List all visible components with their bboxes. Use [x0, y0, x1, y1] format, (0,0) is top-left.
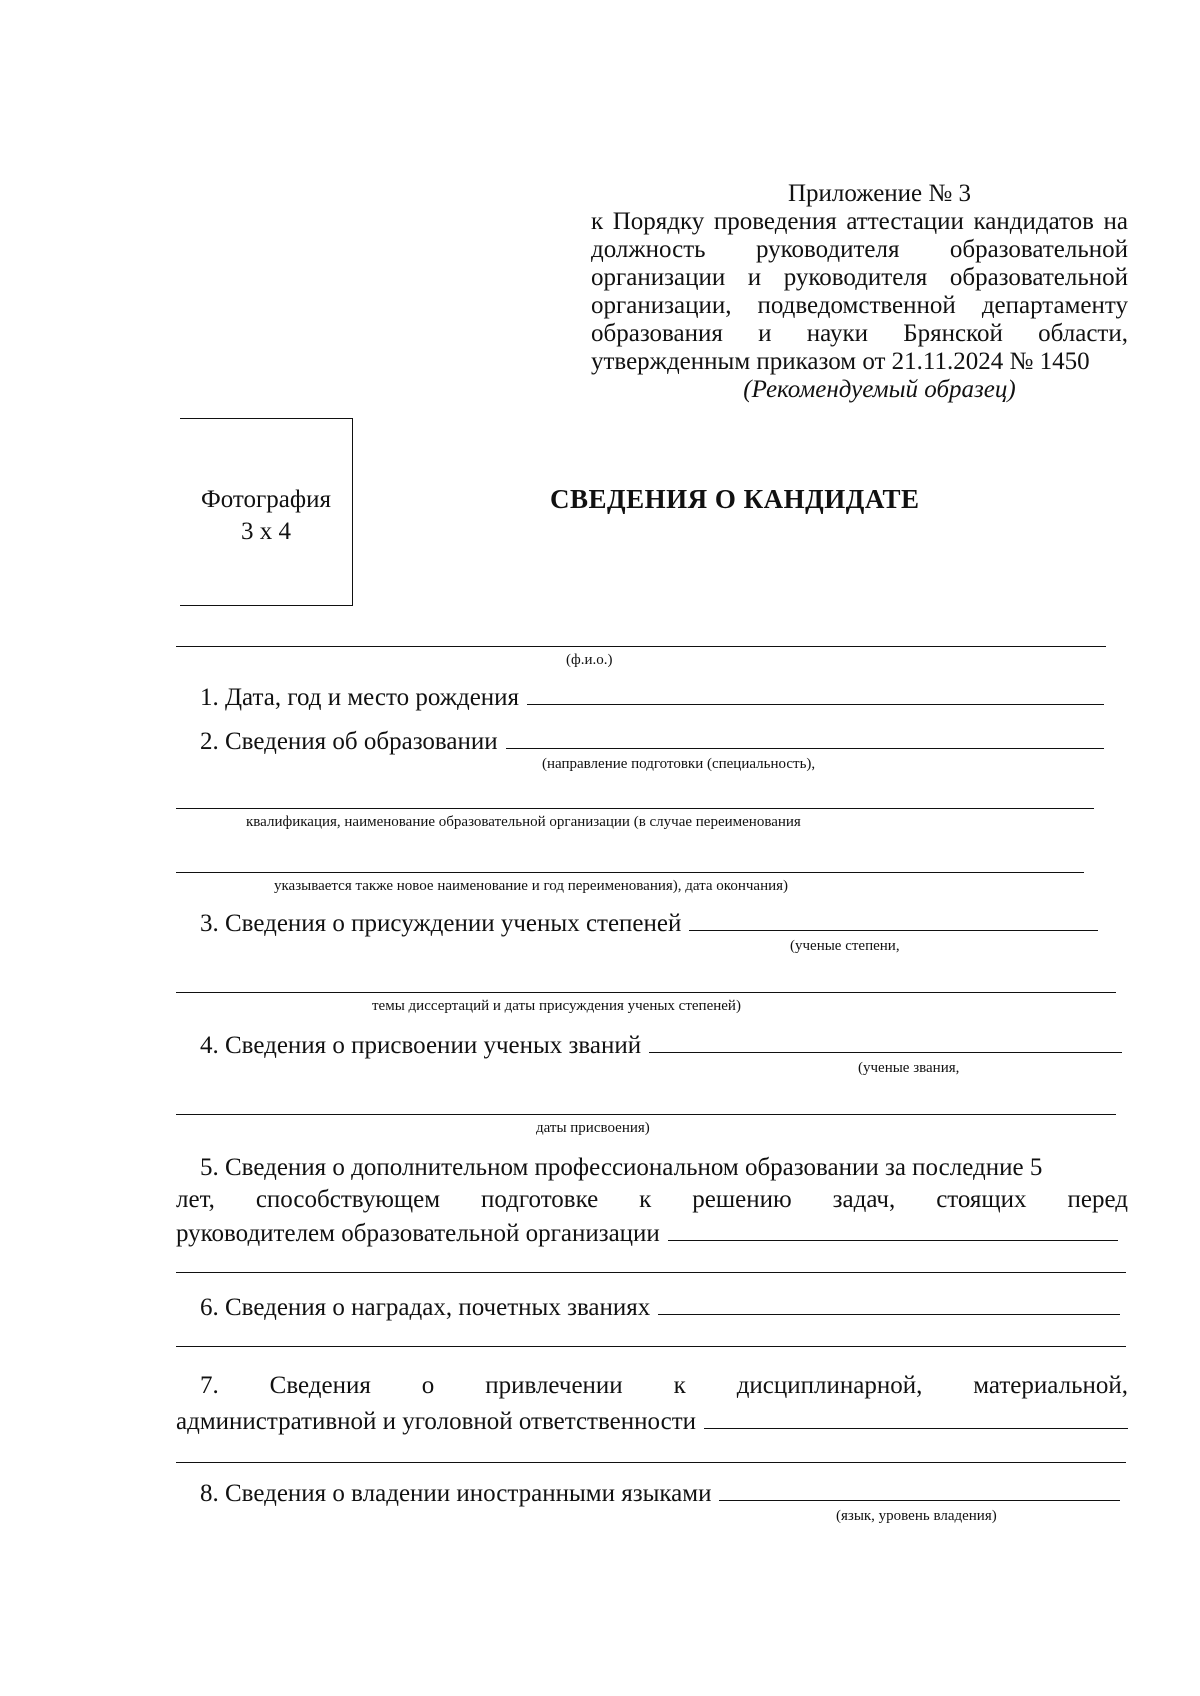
item-awards-label: 6. Сведения о наградах, почетных званиях: [200, 1294, 651, 1321]
item-degrees-label: 3. Сведения о присуждении ученых степеней: [200, 910, 682, 937]
i5-word: перед: [1067, 1186, 1128, 1213]
document-title: СВЕДЕНИЯ О КАНДИДАТЕ: [550, 484, 920, 514]
header-word: подведомственной: [757, 292, 956, 319]
additional-education-field-line-2[interactable]: [176, 1272, 1126, 1273]
item-languages-label: 8. Сведения о владении иностранными языками: [200, 1480, 712, 1507]
header-word: образовательной: [949, 264, 1128, 291]
header-word: организации: [591, 264, 726, 291]
appendix-number: Приложение № 3: [787, 180, 972, 207]
header-word: организации,: [591, 292, 732, 319]
item-education-label: 2. Сведения об образовании: [200, 728, 498, 755]
item-degrees: [200, 908, 1098, 938]
additional-education-field-line[interactable]: [668, 1218, 1118, 1241]
header-word: и: [747, 264, 762, 291]
photo-label-line-2: 3 х 4: [241, 518, 291, 545]
header-word: образования: [591, 320, 723, 347]
item-titles: [200, 1030, 1122, 1060]
fio-line[interactable]: [176, 646, 1106, 647]
education-caption-2: квалификация, наименование образовательной организации (в случае переименования: [246, 814, 801, 830]
header-line-2: [591, 236, 1128, 264]
photo-label: [180, 484, 352, 548]
header-word: Порядку: [612, 208, 705, 235]
i7-word: Сведения: [269, 1372, 371, 1399]
titles-caption-2: даты присвоения): [536, 1120, 650, 1136]
education-caption-1: (направление подготовки (специальность),: [542, 756, 816, 772]
liability-field-line-2[interactable]: [176, 1462, 1126, 1463]
header-line-6: утвержденным приказом от 21.11.2024 № 1450: [591, 348, 1090, 375]
i5-label-end: руководителем образовательной организации: [176, 1220, 660, 1247]
languages-caption: (язык, уровень владения): [836, 1508, 997, 1524]
header-line-1: [591, 208, 1128, 236]
header-word: области,: [1038, 320, 1128, 347]
header-line-3: [591, 264, 1128, 292]
item-liability-line-2: [176, 1406, 1128, 1436]
i5-word: подготовке: [481, 1186, 599, 1213]
i7-word: привлечении: [485, 1372, 623, 1399]
degrees-caption-2: темы диссертаций и даты присуждения ученых степеней): [372, 998, 741, 1014]
photo-label-line-1: Фотография: [201, 486, 331, 513]
header-word: на: [1103, 208, 1128, 235]
item-languages: [200, 1478, 1120, 1508]
header-word: аттестации: [846, 208, 964, 235]
birth-field-line[interactable]: [527, 682, 1104, 705]
item-education: [200, 726, 1104, 756]
header-word: к: [591, 208, 604, 235]
awards-field-line[interactable]: [658, 1292, 1120, 1315]
i5-word: стоящих: [936, 1186, 1027, 1213]
header-line-5: [591, 320, 1128, 348]
degrees-field-line-2[interactable]: [176, 992, 1116, 993]
item-awards: [200, 1292, 1120, 1322]
languages-field-line[interactable]: [719, 1478, 1120, 1501]
i7-word: к: [673, 1372, 686, 1399]
i7-word: дисциплинарной,: [736, 1372, 923, 1399]
appendix-header: [591, 180, 1128, 404]
header-word: Брянской: [903, 320, 1003, 347]
fio-caption: (ф.и.о.): [566, 652, 613, 668]
i5-word: решению: [692, 1186, 792, 1213]
item-additional-education-line-2: [176, 1186, 1128, 1214]
i5-word: способствующем: [255, 1186, 441, 1213]
item-birth-label: 1. Дата, год и место рождения: [200, 684, 520, 711]
i7-word: 7.: [200, 1372, 219, 1399]
education-field-line-2[interactable]: [176, 808, 1094, 809]
header-word: руководителя: [783, 264, 928, 291]
education-field-line-3[interactable]: [176, 872, 1084, 873]
awards-field-line-2[interactable]: [176, 1346, 1126, 1347]
degrees-field-line[interactable]: [689, 908, 1098, 931]
item-additional-education-line-3: [176, 1218, 1118, 1248]
titles-field-line[interactable]: [649, 1030, 1122, 1053]
i5-word: задач,: [832, 1186, 896, 1213]
header-word: образовательной: [949, 236, 1128, 263]
header-word: руководителя: [755, 236, 900, 263]
i5-word: к: [639, 1186, 652, 1213]
header-word: кандидатов: [973, 208, 1094, 235]
header-word: департаменту: [981, 292, 1128, 319]
item-additional-education-line-1: 5. Сведения о дополнительном профессиональном образовании за последние 5: [200, 1154, 1043, 1181]
i7-word: материальной,: [973, 1372, 1128, 1399]
degrees-caption-1: (ученые степени,: [790, 938, 900, 954]
header-word: и: [758, 320, 772, 347]
titles-caption-1: (ученые звания,: [858, 1060, 960, 1076]
recommended-sample-note: (Рекомендуемый образец): [743, 376, 1016, 403]
item-titles-label: 4. Сведения о присвоении ученых званий: [200, 1032, 642, 1059]
item-liability-line-1: [200, 1372, 1128, 1400]
liability-field-line[interactable]: [704, 1406, 1128, 1429]
i7-word: о: [421, 1372, 435, 1399]
header-line-4: [591, 292, 1128, 320]
header-word: науки: [806, 320, 869, 347]
item-birth: [200, 682, 1104, 712]
education-field-line[interactable]: [506, 726, 1104, 749]
i7-label-end: административной и уголовной ответственности: [176, 1408, 697, 1435]
i5-word: лет,: [176, 1186, 215, 1213]
header-word: проведения: [713, 208, 837, 235]
education-caption-3: указывается также новое наименование и год переименования), дата окончания): [274, 878, 789, 894]
titles-field-line-2[interactable]: [176, 1114, 1116, 1115]
header-word: должность: [591, 236, 706, 263]
